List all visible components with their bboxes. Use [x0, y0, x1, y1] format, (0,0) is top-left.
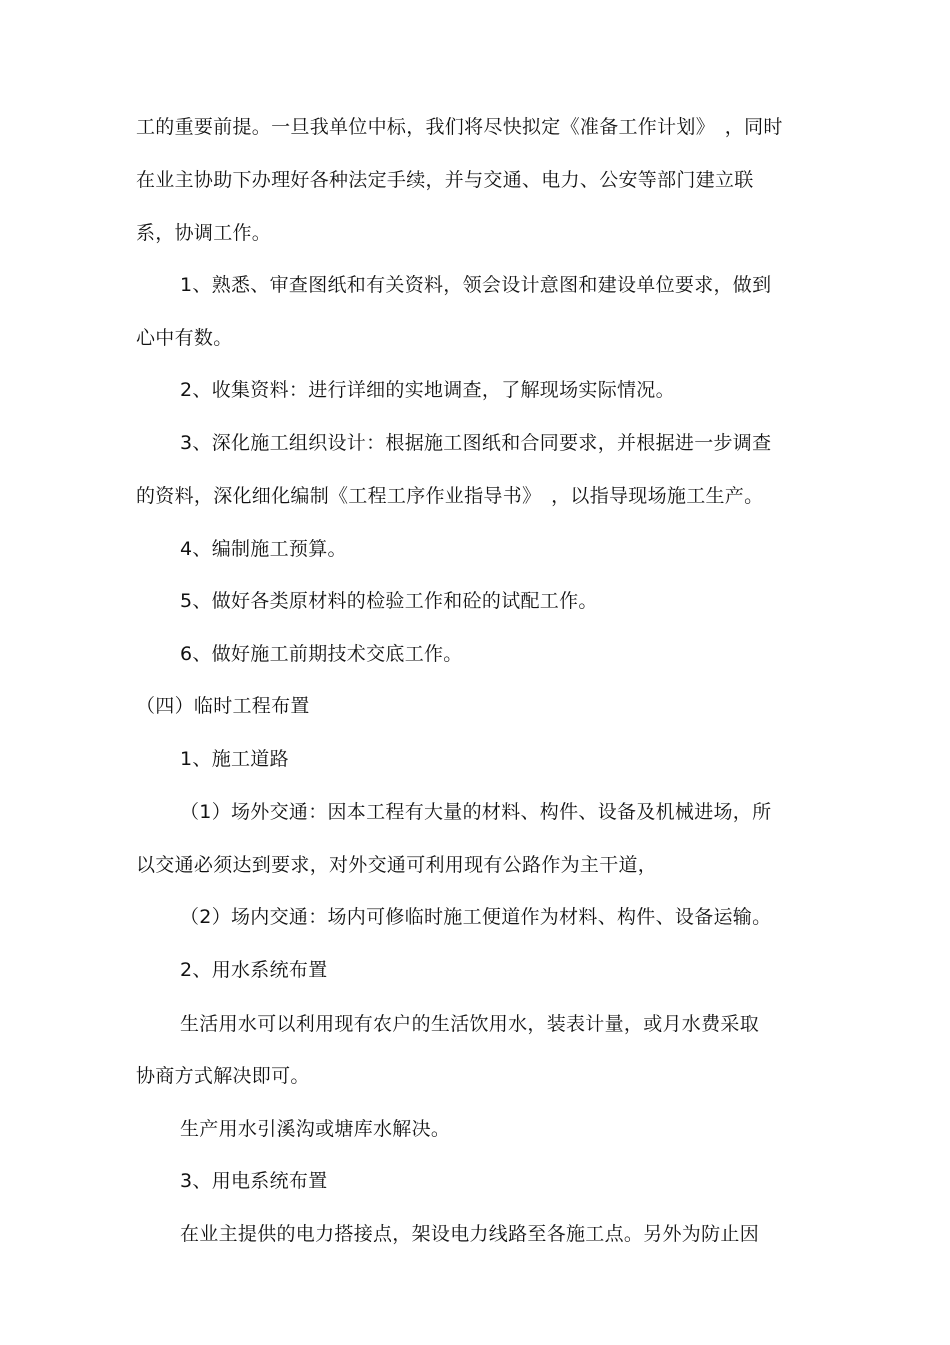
list-item: 6、做好施工前期技术交底工作。	[180, 643, 463, 665]
subsection-heading: 2、用水系统布置	[180, 959, 328, 981]
list-item: 2、收集资料：进行详细的实地调查，了解现场实际情况。	[180, 379, 675, 401]
list-item: 1、熟悉、审查图纸和有关资料，领会设计意图和建设单位要求，做到	[180, 274, 772, 296]
text-line: 工的重要前提。一旦我单位中标，我们将尽快拟定《准备工作计划》 ，同时	[136, 116, 783, 138]
subsection-heading: 3、用电系统布置	[180, 1170, 328, 1192]
text-line: 生产用水引溪沟或塘库水解决。	[180, 1118, 451, 1140]
list-item: 4、编制施工预算。	[180, 538, 347, 560]
subsection-heading: 1、施工道路	[180, 748, 289, 770]
text-line: 在业主提供的电力搭接点，架设电力线路至各施工点。另外为防止因	[180, 1223, 760, 1245]
text-line: 心中有数。	[136, 327, 233, 349]
text-line: 以交通必须达到要求，对外交通可利用现有公路作为主干道，	[136, 854, 658, 876]
text-line: 生活用水可以利用现有农户的生活饮用水，装表计量，或月水费采取	[180, 1013, 760, 1035]
text-line: 协商方式解决即可。	[136, 1065, 310, 1087]
section-heading: （四）临时工程布置	[136, 695, 310, 717]
text-line: 在业主协助下办理好各种法定手续，并与交通、电力、公安等部门建立联	[136, 169, 754, 191]
text-line: 系，协调工作。	[136, 222, 272, 244]
list-item: （1）场外交通：因本工程有大量的材料、构件、设备及机械进场，所	[180, 801, 772, 823]
text-line: 的资料，深化细化编制《工程工序作业指导书》 ，以指导现场施工生产。	[136, 485, 764, 507]
list-item: （2）场内交通：场内可修临时施工便道作为材料、构件、设备运输。	[180, 906, 772, 928]
list-item: 3、深化施工组织设计：根据施工图纸和合同要求，并根据进一步调查	[180, 432, 772, 454]
list-item: 5、做好各类原材料的检验工作和砼的试配工作。	[180, 590, 598, 612]
